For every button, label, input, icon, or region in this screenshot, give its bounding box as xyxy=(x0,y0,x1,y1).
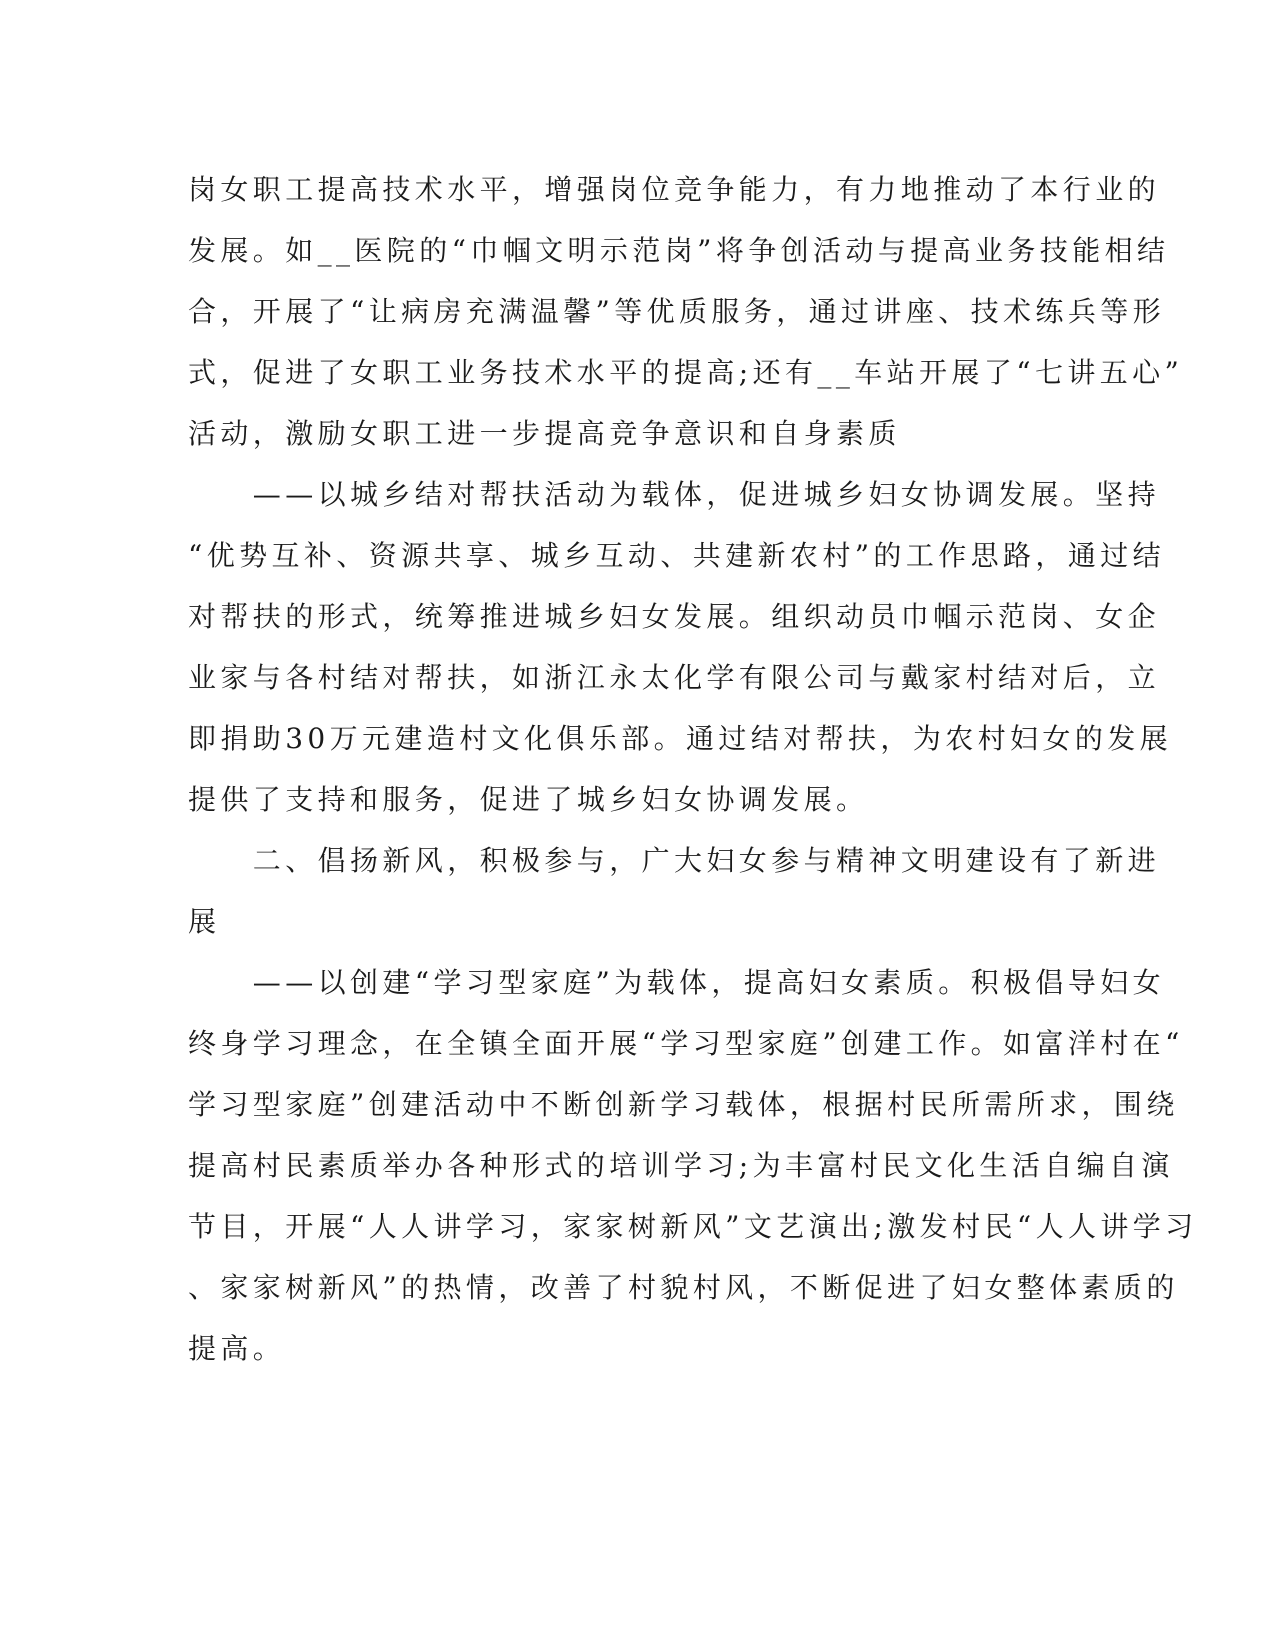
text-line: 学习型家庭”创建活动中不断创新学习载体，根据村民所需所求，围绕 xyxy=(188,1088,1179,1121)
text-line: 合，开展了“让病房充满温馨”等优质服务，通过讲座、技术练兵等形 xyxy=(188,295,1166,328)
body-text xyxy=(188,159,1198,1379)
section-heading: 展 xyxy=(188,905,221,938)
text-line: 活动，激励女职工进一步提高竞争意识和自身素质 xyxy=(188,417,901,450)
text-line: 节目，开展“人人讲学习，家家树新风”文艺演出;激发村民“人人讲学习 xyxy=(188,1210,1198,1243)
text-line: 提高。 xyxy=(188,1332,286,1365)
text-line: ——以城乡结对帮扶活动为载体，促进城乡妇女协调发展。坚持 xyxy=(188,478,1161,511)
text-line: 终身学习理念，在全镇全面开展“学习型家庭”创建工作。如富洋村在“ xyxy=(188,1027,1184,1060)
text-line: 即捐助30万元建造村文化俱乐部。通过结对帮扶，为农村妇女的发展 xyxy=(188,722,1173,755)
text-line: ——以创建“学习型家庭”为载体，提高妇女素质。积极倡导妇女 xyxy=(188,966,1166,999)
text-line: “优势互补、资源共享、城乡互动、共建新农村”的工作思路，通过结 xyxy=(188,539,1166,572)
text-line: 式，促进了女职工业务技术水平的提高;还有__车站开展了“七讲五心” xyxy=(188,356,1184,389)
text-line: 提供了支持和服务，促进了城乡妇女协调发展。 xyxy=(188,783,869,816)
text-line: 业家与各村结对帮扶，如浙江永太化学有限公司与戴家村结对后，立 xyxy=(188,661,1161,694)
section-heading: 二、倡扬新风，积极参与，广大妇女参与精神文明建设有了新进 xyxy=(188,844,1161,877)
text-line: 对帮扶的形式，统筹推进城乡妇女发展。组织动员巾帼示范岗、女企 xyxy=(188,600,1161,633)
text-line: 、家家树新风”的热情，改善了村貌村风，不断促进了妇女整体素质的 xyxy=(188,1271,1179,1304)
text-line: 提高村民素质举办各种形式的培训学习;为丰富村民文化生活自编自演 xyxy=(188,1149,1174,1182)
text-line: 岗女职工提高技术水平，增强岗位竞争能力，有力地推动了本行业的 xyxy=(188,173,1161,206)
text-line: 发展。如__医院的“巾帼文明示范岗”将争创活动与提高业务技能相结 xyxy=(188,234,1170,267)
